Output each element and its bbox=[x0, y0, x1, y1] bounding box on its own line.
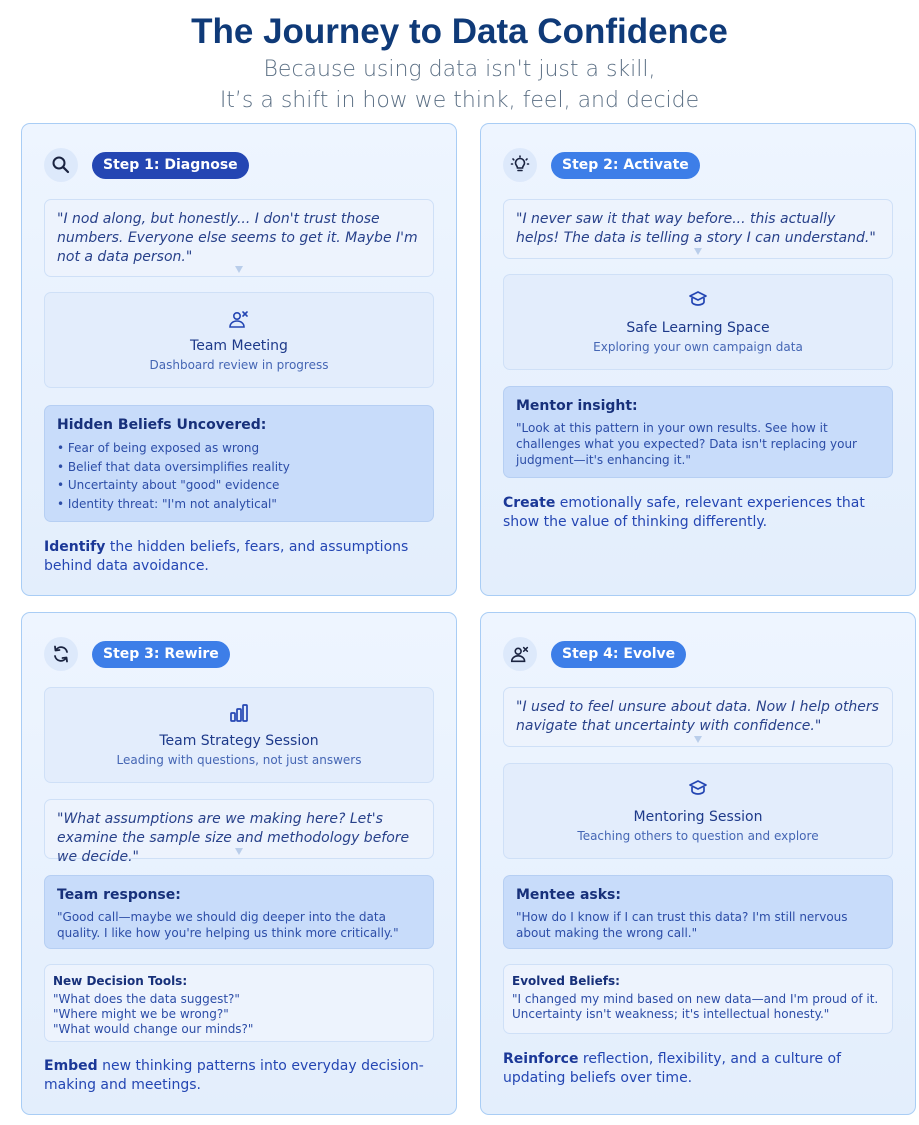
scene-subtitle: Exploring your own campaign data bbox=[593, 340, 803, 354]
page-title: The Journey to Data Confidence bbox=[191, 12, 728, 51]
graduation-cap-icon bbox=[504, 289, 892, 313]
step-2-card bbox=[480, 123, 916, 596]
tools-line: "What would change our minds?" bbox=[53, 1022, 254, 1036]
bar-chart-icon bbox=[45, 702, 433, 726]
tools-line: "Where might we be wrong?" bbox=[53, 1007, 229, 1021]
search-icon bbox=[44, 148, 78, 182]
person-meeting-icon bbox=[45, 307, 433, 331]
step-3-quote bbox=[44, 799, 434, 865]
beliefs-list bbox=[57, 439, 421, 513]
action-text: emotionally safe, relevant experiences that show the value of thinking differently. bbox=[503, 495, 865, 530]
tools-title: Evolved Beliefs: bbox=[512, 974, 620, 988]
belief-item: • Fear of being exposed as wrong bbox=[57, 441, 260, 455]
step-2-quote bbox=[503, 199, 893, 259]
step-2-insight bbox=[503, 386, 893, 478]
person-growth-icon bbox=[503, 637, 537, 671]
scene-title: Team Meeting bbox=[190, 338, 288, 354]
step-1-card bbox=[21, 123, 457, 596]
action-text: new thinking patterns into everyday decision-making and meetings. bbox=[44, 1058, 424, 1093]
insight-text: "Good call—maybe we should dig deeper into the data quality. I like how you're helping us think more critically." bbox=[57, 910, 399, 940]
step-4-quote bbox=[503, 687, 893, 747]
quote-text: "I never saw it that way before... this actually helps! The data is telling a story I can understand." bbox=[516, 211, 876, 246]
step-4-action bbox=[503, 1050, 895, 1088]
belief-item: • Uncertainty about "good" evidence bbox=[57, 478, 280, 492]
step-3-insight bbox=[44, 875, 434, 949]
quote-text: "I nod along, but honestly... I don't trust those numbers. Everyone else seems to get it. Maybe I'm not a data person." bbox=[57, 211, 418, 265]
step-1-quote bbox=[44, 199, 434, 277]
scene-subtitle: Dashboard review in progress bbox=[149, 358, 329, 372]
step-1-scene bbox=[44, 292, 434, 388]
step-2-badge: Step 2: Activate bbox=[551, 152, 700, 179]
scene-title: Safe Learning Space bbox=[626, 320, 770, 336]
lightbulb-icon bbox=[503, 148, 537, 182]
step-1-action bbox=[44, 538, 436, 576]
step-4-tools bbox=[503, 964, 893, 1034]
page-subtitle-line-2: It’s a shift in how we think, feel, and decide bbox=[219, 88, 700, 113]
refresh-icon bbox=[44, 637, 78, 671]
tools-line: "I changed my mind based on new data—and I'm proud of it. Uncertainty isn't weakness; it's intellectual honesty." bbox=[512, 992, 879, 1021]
step-2-action bbox=[503, 494, 895, 532]
action-verb: Embed bbox=[44, 1058, 98, 1074]
tools-line: "What does the data suggest?" bbox=[53, 992, 240, 1006]
quote-text: "What assumptions are we making here? Let's examine the sample size and methodology before we decide." bbox=[57, 811, 410, 865]
step-3-action bbox=[44, 1057, 436, 1095]
page-subtitle-line-1: Because using data isn't just a skill, bbox=[263, 57, 656, 82]
step-2-scene bbox=[503, 274, 893, 370]
belief-item: • Identity threat: "I'm not analytical" bbox=[57, 496, 277, 511]
step-3-card bbox=[21, 612, 457, 1115]
tools-title: New Decision Tools: bbox=[53, 974, 188, 988]
action-verb: Create bbox=[503, 495, 556, 511]
scene-title: Mentoring Session bbox=[633, 809, 763, 825]
step-4-card bbox=[480, 612, 916, 1115]
scene-subtitle: Teaching others to question and explore bbox=[577, 829, 819, 843]
insight-title: Mentee asks: bbox=[516, 887, 621, 903]
step-3-tools bbox=[44, 964, 434, 1042]
step-3-badge: Step 3: Rewire bbox=[92, 641, 230, 668]
action-verb: Identify bbox=[44, 539, 106, 555]
speech-tail bbox=[235, 266, 243, 273]
action-verb: Reinforce bbox=[503, 1051, 579, 1067]
step-4-scene bbox=[503, 763, 893, 859]
graduation-cap-icon bbox=[504, 778, 892, 802]
insight-text: "How do I know if I can trust this data? I'm still nervous about making the wrong call." bbox=[516, 910, 848, 940]
step-1-insight bbox=[44, 405, 434, 522]
speech-tail bbox=[694, 736, 702, 743]
insight-title: Hidden Beliefs Uncovered: bbox=[57, 417, 267, 433]
insight-title: Mentor insight: bbox=[516, 398, 638, 414]
speech-tail bbox=[235, 848, 243, 855]
insight-title: Team response: bbox=[57, 887, 181, 903]
speech-tail bbox=[694, 248, 702, 255]
step-4-badge: Step 4: Evolve bbox=[551, 641, 686, 668]
quote-text: "I used to feel unsure about data. Now I help others navigate that uncertainty with confidence." bbox=[516, 699, 879, 734]
scene-subtitle: Leading with questions, not just answers bbox=[116, 753, 362, 767]
action-text: reflection, flexibility, and a culture of updating beliefs over time. bbox=[503, 1051, 842, 1086]
action-text: the hidden beliefs, fears, and assumptions behind data avoidance. bbox=[44, 539, 409, 574]
page-header bbox=[0, 10, 919, 116]
step-3-scene bbox=[44, 687, 434, 783]
belief-item: • Belief that data oversimplifies reality bbox=[57, 459, 290, 474]
step-1-badge: Step 1: Diagnose bbox=[92, 152, 249, 179]
step-4-insight bbox=[503, 875, 893, 949]
insight-text: "Look at this pattern in your own results. See how it challenges what you expected? Data isn't replacing your judgment—it's enhancing it." bbox=[516, 421, 857, 467]
scene-title: Team Strategy Session bbox=[159, 733, 319, 749]
